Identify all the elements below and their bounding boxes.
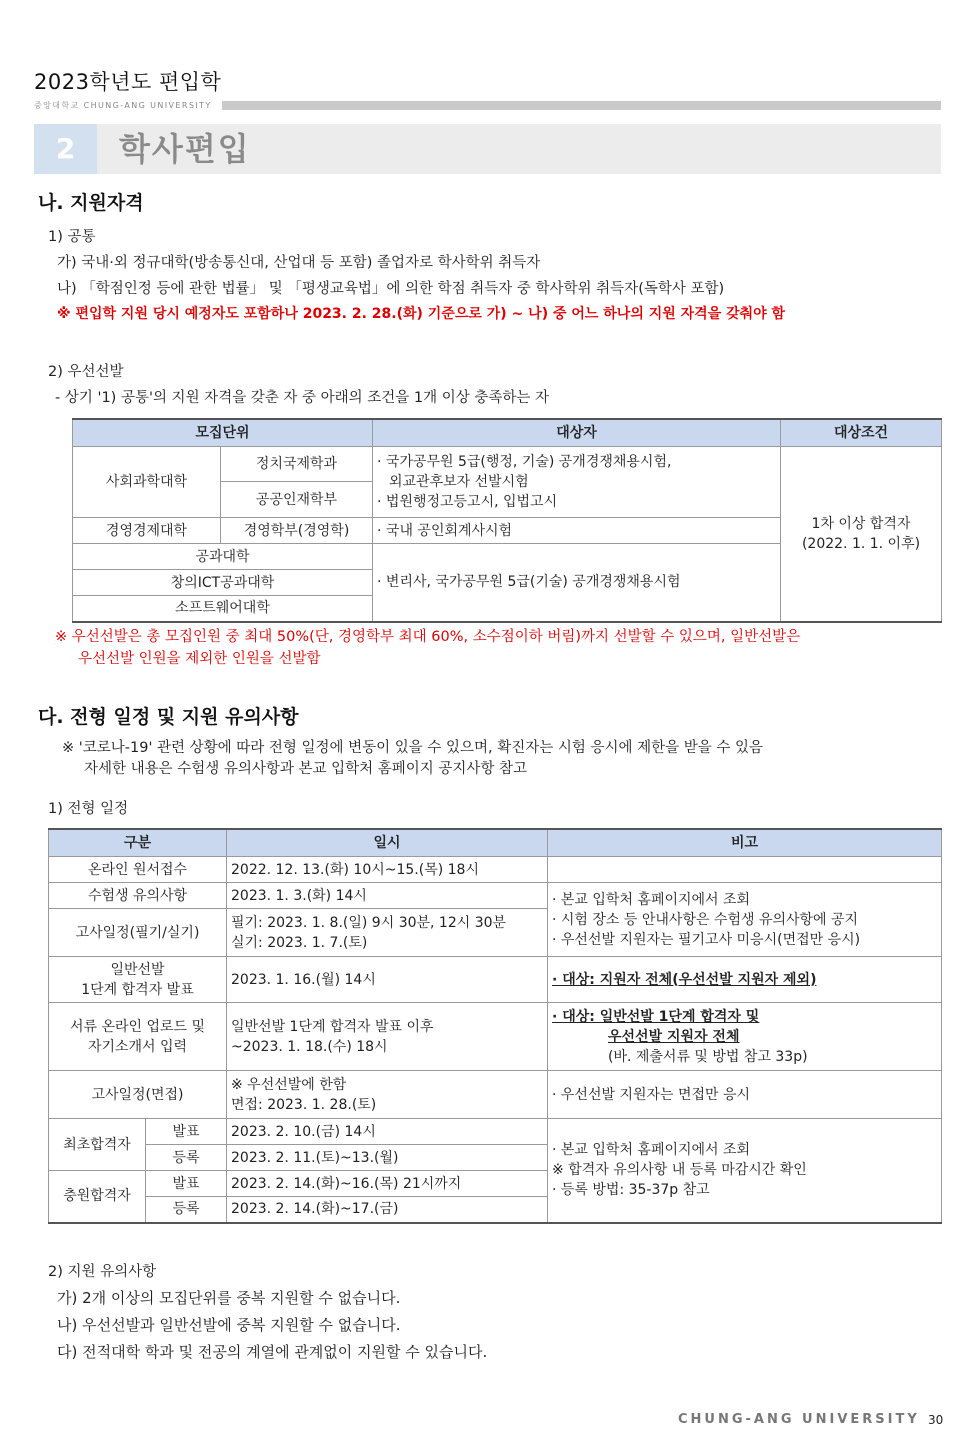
header-university-subline: 중앙대학교 CHUNG-ANG UNIVERSITY [34,101,212,110]
common-title: 1) 공통 [48,229,96,245]
r6-date [227,1071,548,1119]
r6-date-2: 면접: 2023. 1. 28.(토) [231,1096,377,1113]
common-item-a: 가) 국내·외 정규대학(방송통신대, 산업대 등 포함) 졸업자로 학사학위 취득자 [57,255,541,271]
dept-public: 공공인재학부 [221,482,373,518]
r7-sub-announce: 발표 [146,1119,227,1145]
schedule-table [48,828,942,1224]
condition-line-2: (2022. 1. 1. 이후) [801,535,921,552]
document-year-title: 2023학년도 편입학 [34,70,222,94]
r23-note-3: · 우선선발 지원자는 필기고사 미응시(면접만 응시) [552,931,861,948]
r5-label-2: 자기소개서 입력 [87,1038,188,1055]
r5-note-2: 우선선발 지원자 전체 [608,1028,740,1045]
r7-register: 2023. 2. 11.(토)~13.(월) [227,1145,548,1171]
r7-sub-register: 등록 [146,1145,227,1171]
schedule-heading: 다. 전형 일정 및 지원 유의사항 [38,706,299,728]
common-item-b: 나) 「학점인정 등에 관한 법률」 및 「평생교육법」에 의한 학점 취득자 중 학사학위 취득자(독학사 포함) [57,281,725,297]
r4-date: 2023. 1. 16.(월) 14시 [227,957,548,1003]
college-sw: 소프트웨어대학 [73,596,373,622]
caution-item-c: 다) 전적대학 학과 및 전공의 계열에 관계없이 지원할 수 있습니다. [57,1343,488,1361]
r23-note-1: · 본교 입학처 홈페이지에서 조회 [552,891,751,908]
r5-label [49,1003,227,1071]
r23-note-2: · 시험 장소 등 안내사항은 수험생 유의사항에 공지 [552,911,859,928]
eligibility-heading: 나. 지원자격 [38,192,144,214]
section-title: 학사편입 [119,130,251,168]
caution-item-a: 가) 2개 이상의 모집단위를 중복 지원할 수 없습니다. [57,1289,401,1307]
section-number-box [34,124,97,174]
r6-note: · 우선선발 지원자는 면접만 응시 [548,1071,942,1119]
section-title-box [97,124,941,174]
th-target: 대상자 [373,419,781,447]
r6-date-1: ※ 우선선발에 한함 [231,1076,347,1093]
priority-note-1: ※ 우선선발은 총 모집인원 중 최대 50%(단, 경영학부 최대 60%, 소수점이하 버림)까지 선발할 수 있으며, 일반선발은 [55,629,801,645]
r78-note-3: · 등록 방법: 35-37p 참고 [552,1182,710,1199]
cautions-title: 2) 지원 유의사항 [48,1264,157,1280]
page-number: 30 [928,1413,944,1427]
r8-label: 충원합격자 [49,1171,146,1223]
r78-note [548,1119,942,1223]
target-1a: · 국가공무원 5급(행정, 기술) 공개경쟁채용시험, [377,454,672,470]
priority-table [72,418,942,623]
condition-line-1: 1차 이상 합격자 [811,515,911,532]
th-condition: 대상조건 [781,419,942,447]
r8-announce: 2023. 2. 14.(화)~16.(목) 21시까지 [227,1171,548,1197]
target-2: · 국내 공인회계사시험 [373,518,781,544]
r2-label: 수험생 유의사항 [49,883,227,909]
r5-note [548,1003,942,1071]
r5-note-1: · 대상: 일반선발 1단계 합격자 및 [552,1008,760,1025]
r6-label: 고사일정(면접) [49,1071,227,1119]
schedule-subtitle: 1) 전형 일정 [48,801,129,817]
r3-date [227,909,548,957]
college-business: 경영경제대학 [73,518,221,544]
r5-label-1: 서류 온라인 업로드 및 [69,1018,206,1035]
dept-business: 경영학부(경영학) [221,518,373,544]
r3-date-2: 실기: 2023. 1. 7.(토) [231,934,368,951]
r3-date-1: 필기: 2023. 1. 8.(일) 9시 30분, 12시 30분 [231,914,507,931]
schedule-note-1: ※ '코로나-19' 관련 상황에 따라 전형 일정에 변동이 있을 수 있으며, 확진자는 시험 응시에 제한을 받을 수 있음 [62,740,764,756]
section-number: 2 [55,132,76,165]
r4-label [49,957,227,1003]
r5-note-3: (바. 제출서류 및 방법 참고 33p) [608,1048,808,1065]
college-ict: 창의ICT공과대학 [73,570,373,596]
header-divider-bar [222,101,941,110]
r1-note [548,857,942,883]
target-group-1 [373,447,781,518]
condition-cell [781,447,942,622]
r1-date: 2022. 12. 13.(화) 10시~15.(목) 18시 [227,857,548,883]
th-remarks: 비고 [548,829,942,857]
target-1b: 외교관후보자 선발시험 [389,474,529,490]
r5-date [227,1003,548,1071]
th-category: 구분 [49,829,227,857]
r4-note-text: · 대상: 지원자 전체(우선선발 지원자 제외) [552,971,817,988]
r8-sub-register: 등록 [146,1197,227,1223]
r5-date-2: ~2023. 1. 18.(수) 18시 [231,1038,388,1055]
r7-label: 최초합격자 [49,1119,146,1171]
th-unit: 모집단위 [73,419,373,447]
r78-note-1: · 본교 입학처 홈페이지에서 조회 [552,1142,751,1159]
th-datetime: 일시 [227,829,548,857]
footer-university: CHUNG-ANG UNIVERSITY [678,1412,920,1427]
r8-sub-announce: 발표 [146,1171,227,1197]
priority-title: 2) 우선선발 [48,364,124,380]
r4-note [548,957,942,1003]
r7-announce: 2023. 2. 10.(금) 14시 [227,1119,548,1145]
r78-note-2: ※ 합격자 유의사항 내 등록 마감시간 확인 [552,1162,807,1179]
schedule-note-2: 자세한 내용은 수험생 유의사항과 본교 입학처 홈페이지 공지사항 참고 [84,761,528,777]
college-social: 사회과학대학 [73,447,221,518]
r23-note [548,883,942,957]
target-3: · 변리사, 국가공무원 5급(기술) 공개경쟁채용시험 [373,544,781,622]
college-eng: 공과대학 [73,544,373,570]
r4-label-1: 일반선발 [110,961,165,978]
target-1c: · 법원행정고등고시, 입법고시 [377,494,558,510]
dept-politics: 정치국제학과 [221,447,373,482]
r5-date-1: 일반선발 1단계 합격자 발표 이후 [231,1018,434,1035]
r2-date: 2023. 1. 3.(화) 14시 [227,883,548,909]
r3-label: 고사일정(필기/실기) [49,909,227,957]
priority-note-2: 우선선발 인원을 제외한 인원을 선발함 [78,651,321,667]
r1-label: 온라인 원서접수 [49,857,227,883]
caution-item-b: 나) 우선선발과 일반선발에 중복 지원할 수 없습니다. [57,1316,401,1334]
r4-label-2: 1단계 합격자 발표 [81,981,194,998]
r8-register: 2023. 2. 14.(화)~17.(금) [227,1197,548,1223]
common-note: ※ 편입학 지원 당시 예정자도 포함하나 2023. 2. 28.(화) 기준으로 가) ~ 나) 중 어느 하나의 지원 자격을 갖춰야 함 [57,306,786,322]
priority-desc: - 상기 '1) 공통'의 지원 자격을 갖춘 자 중 아래의 조건을 1개 이상 충족하는 자 [55,390,550,406]
